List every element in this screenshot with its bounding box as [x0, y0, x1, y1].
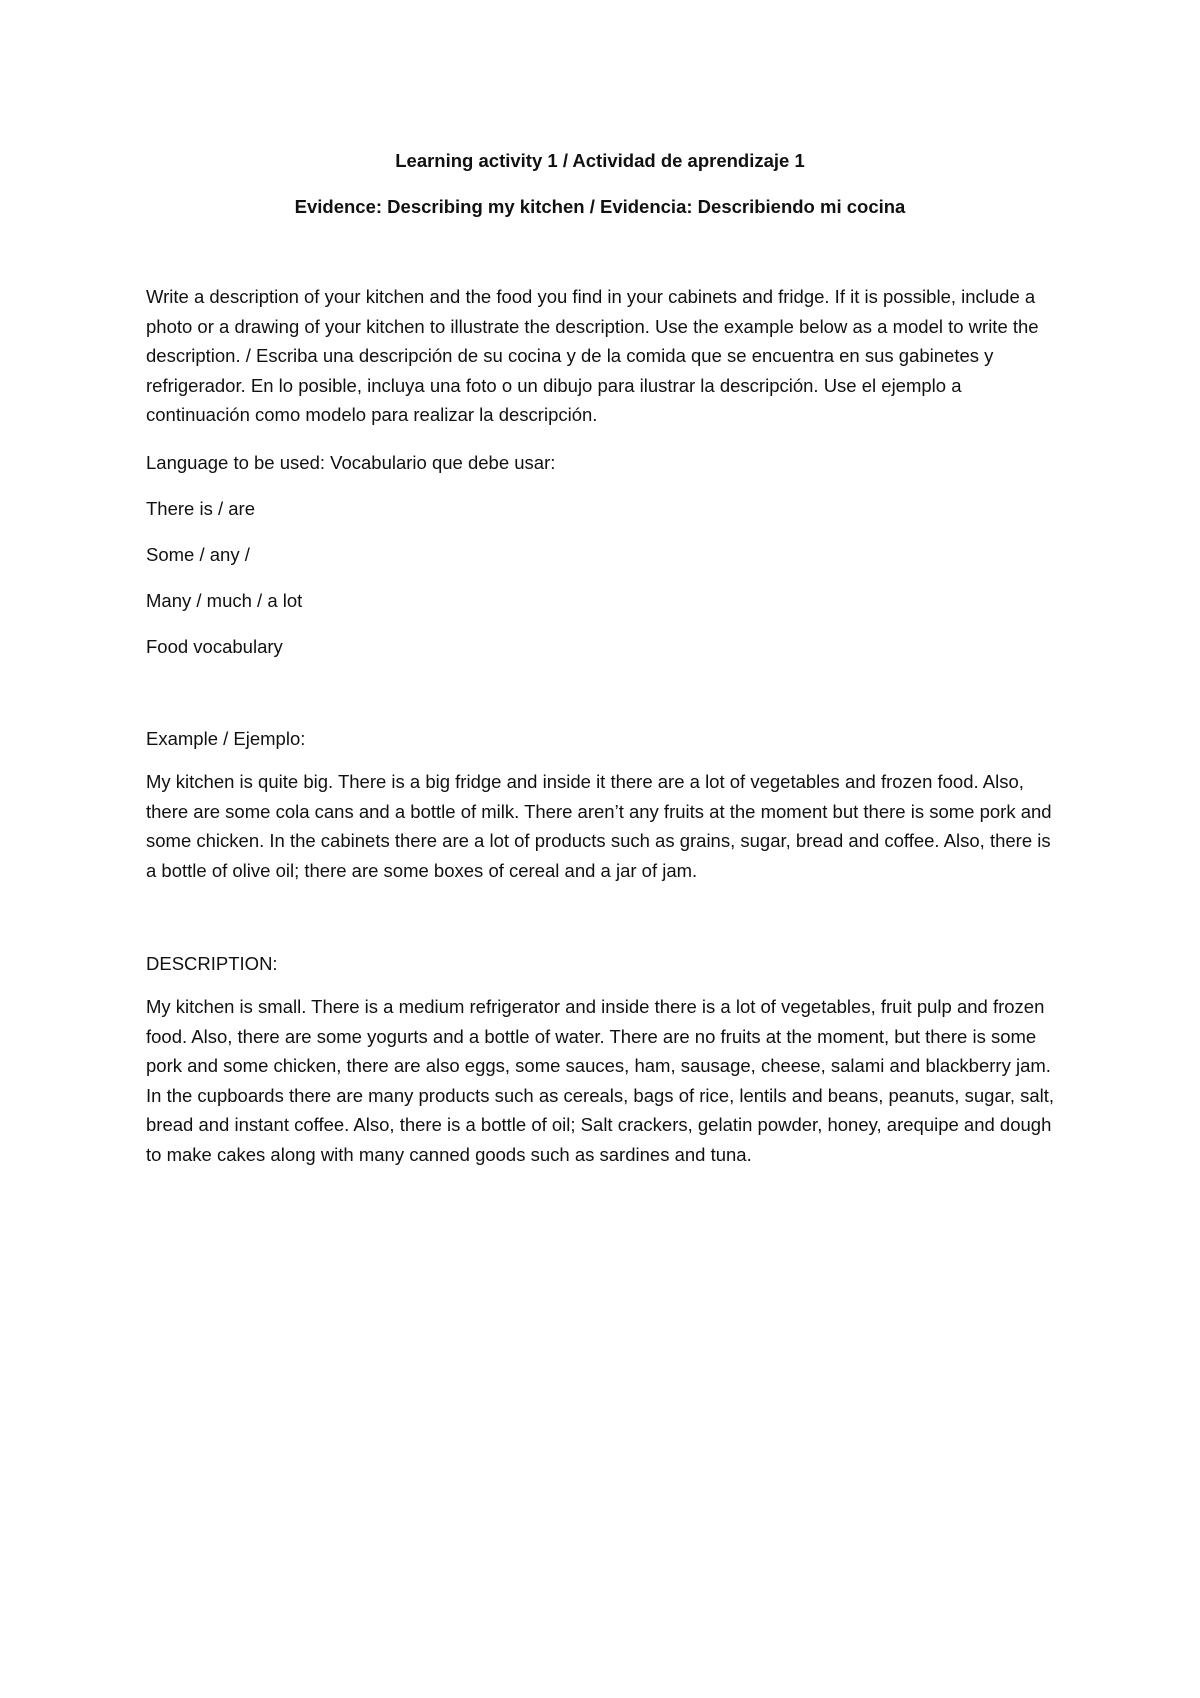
instructions-paragraph: Write a description of your kitchen and the food you find in your cabinets and fridge. If it is possible, include a photo or a drawing of your kitchen to illustrate the description. Use the example below as a model to write the description. / Escriba una descripción de su cocina y de la comida que se encuentra en sus gabinetes y refrigerador. En lo posible, incluya una foto o un dibujo para ilustrar la descripción. Use el ejemplo a continuación como modelo para realizar la descripción. [146, 286, 1039, 425]
document-title: Learning activity 1 / Actividad de aprendizaje 1 [395, 150, 805, 171]
language-item: There is / are [146, 498, 255, 519]
example-label: Example / Ejemplo: [146, 728, 306, 749]
language-item: Food vocabulary [146, 636, 283, 657]
language-item: Many / much / a lot [146, 590, 303, 611]
language-label: Language to be used: Vocabulario que debe usar: [146, 452, 556, 473]
language-item: Some / any / [146, 544, 250, 565]
example-paragraph: My kitchen is quite big. There is a big fridge and inside it there are a lot of vegetables and frozen food. Also, there are some cola cans and a bottle of milk. There aren’t any fruits at the moment but there is some pork and some chicken. In the cabinets there are a lot of products such as grains, sugar, bread and coffee. Also, there is a bottle of olive oil; there are some boxes of cereal and a jar of jam. [146, 771, 1052, 881]
description-label: DESCRIPTION: [146, 953, 278, 974]
document-subtitle: Evidence: Describing my kitchen / Evidencia: Describiendo mi cocina [294, 196, 906, 217]
description-paragraph: My kitchen is small. There is a medium refrigerator and inside there is a lot of vegetables, fruit pulp and frozen food. Also, there are some yogurts and a bottle of water. There are no fruits at the moment, but there is some pork and some chicken, there are also eggs, some sauces, ham, sausage, cheese, salami and blackberry jam. In the cupboards there are many products such as cereals, bags of rice, lentils and beans, peanuts, sugar, salt, bread and instant coffee. Also, there is a bottle of oil; Salt crackers, gelatin powder, honey, arequipe and dough to make cakes along with many canned goods such as sardines and tuna. [146, 996, 1055, 1165]
